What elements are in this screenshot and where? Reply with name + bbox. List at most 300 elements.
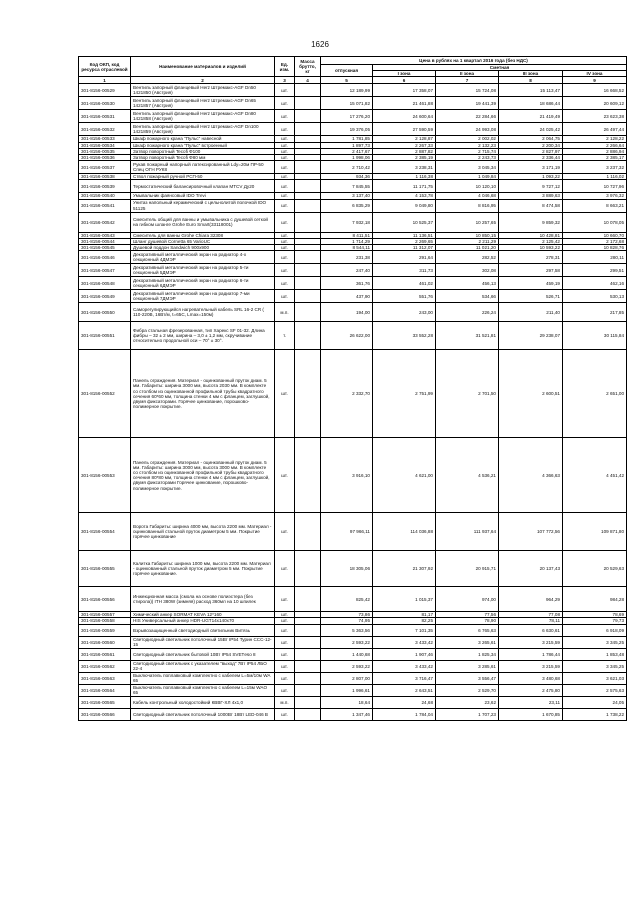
release-price: 194,00	[321, 303, 373, 322]
release-price: 1 998,06	[321, 155, 373, 161]
release-price: 8 544,11	[321, 245, 373, 251]
zone-3-price: 3 215,59	[499, 660, 563, 672]
item-unit: шт.	[275, 193, 295, 199]
zone-4-price: 2 172,68	[563, 238, 627, 244]
column-number: 3	[275, 77, 295, 84]
table-row	[79, 513, 627, 551]
zone-4-price: 984,28	[563, 587, 627, 612]
item-mass	[295, 672, 321, 684]
header-zone-4: IV зона	[563, 71, 627, 77]
item-unit: шт.	[275, 199, 295, 212]
item-name: Саморегулирующийся нагревательный кабель SRL 16-2 CR ( 110-220В, 16Вт/м, t=65С, Lmax=150м)	[131, 303, 275, 322]
item-mass	[295, 110, 321, 123]
table-row	[79, 180, 627, 193]
zone-3-price: 3 889,63	[499, 193, 563, 199]
release-price: 74,95	[321, 618, 373, 624]
release-price: 3 137,40	[321, 193, 373, 199]
release-price: 73,86	[321, 612, 373, 618]
table-row	[79, 155, 627, 161]
item-code: 301-8156-00546	[79, 251, 131, 264]
zone-3-price: 2 125,42	[499, 238, 563, 244]
column-number: 9	[563, 77, 627, 84]
zone-4-price: 2 575,63	[563, 684, 627, 696]
item-mass	[295, 322, 321, 350]
table-row	[79, 290, 627, 303]
zone-1-price: 2 267,33	[373, 142, 436, 148]
item-unit: шт.	[275, 232, 295, 238]
release-price: 17 276,20	[321, 110, 373, 123]
zone-3-price: 4 366,63	[499, 438, 563, 513]
item-code: 301-8156-00553	[79, 438, 131, 513]
item-code: 301-8156-00538	[79, 174, 131, 180]
zone-4-price: 10 078,05	[563, 212, 627, 232]
zone-1-price: 1 784,04	[373, 708, 436, 720]
zone-2-price: 2 002,02	[436, 136, 499, 142]
zone-3-price: 9 859,32	[499, 212, 563, 232]
release-price: 26 622,00	[321, 322, 373, 350]
item-unit: шт.	[275, 672, 295, 684]
zone-3-price: 211,40	[499, 303, 563, 322]
table-row	[79, 277, 627, 290]
item-mass	[295, 636, 321, 648]
zone-2-price: 19 441,39	[436, 97, 499, 110]
release-price: 7 845,55	[321, 180, 373, 193]
item-mass	[295, 290, 321, 303]
header-price-group: Цена в рублях на 1 квартал 2016 года (без НДС)	[321, 57, 627, 65]
item-code: 301-8156-00545	[79, 245, 131, 251]
item-code: 301-8156-00549	[79, 290, 131, 303]
zone-4-price: 20 609,12	[563, 97, 627, 110]
zone-4-price: 2 385,17	[563, 155, 627, 161]
item-code: 301-8156-00536	[79, 155, 131, 161]
release-price: 3 916,10	[321, 438, 373, 513]
item-code: 301-8156-00529	[79, 84, 131, 97]
zone-3-price: 15 113,47	[499, 84, 563, 97]
item-mass	[295, 277, 321, 290]
zone-4-price: 6 918,09	[563, 624, 627, 636]
item-name: Умывальник фаянсовый IDO Trevi	[131, 193, 275, 199]
release-price: 2 332,70	[321, 350, 373, 438]
zone-1-price: 9 049,80	[373, 199, 436, 212]
item-name: Декоративный металлический экран на радиатор 4-х секционный 4ДМЭР	[131, 251, 275, 264]
zone-1-price: 3 433,42	[373, 636, 436, 648]
zone-2-price: 2 132,23	[436, 142, 499, 148]
header-zone-3: III зона	[499, 71, 563, 77]
zone-2-price: 1 707,23	[436, 708, 499, 720]
item-unit: шт.	[275, 136, 295, 142]
zone-2-price: 22 284,66	[436, 110, 499, 123]
table-row	[79, 238, 627, 244]
zone-4-price: 16 668,52	[563, 84, 627, 97]
item-code: 301-8156-00548	[79, 277, 131, 290]
item-name: Светодиодный светильник потолочный 15Вт IP54 Турин ССС-12-15	[131, 636, 275, 648]
zone-3-price: 2 600,51	[499, 350, 563, 438]
table-row	[79, 438, 627, 513]
item-name: Выключатель поплавковый комплектно с кабелем L=5м/10м WA 65	[131, 672, 275, 684]
zone-4-price: 10 828,76	[563, 245, 627, 251]
release-price: 934,36	[321, 174, 373, 180]
item-name: Ворота Габариты: ширина 4000 мм, высота 2200 мм. Материал - оцинкованный стальной пруток диаметром 5 мм. Покрытие горячее цинкование	[131, 513, 275, 551]
item-code: 301-8156-00539	[79, 180, 131, 193]
table-row	[79, 148, 627, 154]
zone-4-price: 2 651,00	[563, 350, 627, 438]
table-row	[79, 251, 627, 264]
zone-3-price: 29 238,07	[499, 322, 563, 350]
item-name: Кабель контрольный холодостойкий КВВГ-ХЛ 4x1,0	[131, 696, 275, 708]
zone-1-price: 81,17	[373, 612, 436, 618]
release-price: 19 376,05	[321, 123, 373, 136]
item-name: Панель ограждения. Материал - оцинкованный пруток диам. 5 мм. Габариты: ширина 3000 мм, высота 3000 мм. В комплекте со столбом из оцинкованной профильной трубы квадратного сечения 80*80 мм, толщина стенки 4 мм с фланцем, заглушкой, двумя фиксаторами Горячее цинкование, порошково-полимерное покрытие.	[131, 438, 275, 513]
zone-3-price: 10 428,81	[499, 232, 563, 238]
zone-1-price: 2 643,51	[373, 684, 436, 696]
release-price: 12 189,99	[321, 84, 373, 97]
item-code: 301-8156-00556	[79, 587, 131, 612]
item-unit: шт.	[275, 238, 295, 244]
zone-4-price: 3 976,32	[563, 193, 627, 199]
item-unit: шт.	[275, 551, 295, 587]
item-unit: шт.	[275, 161, 295, 174]
item-unit: шт.	[275, 624, 295, 636]
item-unit: шт.	[275, 110, 295, 123]
release-price: 5 363,56	[321, 624, 373, 636]
item-name: Унитаз напольный керамический с цельнолитой полочкой IDO 51125	[131, 199, 275, 212]
item-unit: шт.	[275, 142, 295, 148]
zone-3-price: 1 786,44	[499, 648, 563, 660]
item-mass	[295, 696, 321, 708]
item-unit: шт.	[275, 123, 295, 136]
zone-4-price: 3 237,32	[563, 161, 627, 174]
table-row	[79, 684, 627, 696]
item-code: 301-8156-00558	[79, 618, 131, 624]
item-name: Шкаф пожарного крана "Пульс" встроенный	[131, 142, 275, 148]
zone-3-price: 9 727,12	[499, 180, 563, 193]
item-name: HIS Универсальный анкер HDR-UGT14х140х70	[131, 618, 275, 624]
item-code: 301-8156-00542	[79, 212, 131, 232]
item-mass	[295, 97, 321, 110]
release-price: 1 897,73	[321, 142, 373, 148]
zone-3-price: 1 093,22	[499, 174, 563, 180]
item-name: Светодиодный светильник бытовой 10Вт IP54 SVETеsо 8	[131, 648, 275, 660]
zone-3-price: 3 480,68	[499, 672, 563, 684]
item-code: 301-8156-00554	[79, 513, 131, 551]
zone-1-price: 114 036,88	[373, 513, 436, 551]
zone-4-price: 78,69	[563, 612, 627, 618]
item-name: Душевой поддон Sandwich 900x900	[131, 245, 275, 251]
zone-2-price: 6 765,63	[436, 624, 499, 636]
table-row	[79, 199, 627, 212]
item-code: 301-8156-00543	[79, 232, 131, 238]
item-name: Светодиодный светильник потолочный 1000Вт 18Вт LED-046 В	[131, 708, 275, 720]
zone-4-price: 217,85	[563, 303, 627, 322]
release-price: 97 966,11	[321, 513, 373, 551]
zone-1-price: 3 716,47	[373, 672, 436, 684]
item-mass	[295, 251, 321, 264]
zone-3-price: 3 215,59	[499, 636, 563, 648]
item-unit: шт.	[275, 155, 295, 161]
item-code: 301-8156-00561	[79, 648, 131, 660]
zone-4-price: 30 115,84	[563, 322, 627, 350]
release-price: 2 710,42	[321, 161, 373, 174]
zone-2-price: 4 046,68	[436, 193, 499, 199]
release-price: 2 593,22	[321, 660, 373, 672]
item-code: 301-8156-00541	[79, 199, 131, 212]
table-row	[79, 624, 627, 636]
item-mass	[295, 303, 321, 322]
item-name: Шкаф пожарного крана "Пульс" навесной	[131, 136, 275, 142]
item-unit: шт.	[275, 97, 295, 110]
item-unit: шт.	[275, 648, 295, 660]
zone-3-price: 24 025,42	[499, 123, 563, 136]
release-price: 1 714,29	[321, 238, 373, 244]
item-unit: шт.	[275, 251, 295, 264]
zone-3-price: 77,08	[499, 612, 563, 618]
zone-3-price: 459,19	[499, 277, 563, 290]
header-mass: Масса брутто, кг	[295, 57, 321, 77]
item-unit: т.	[275, 322, 295, 350]
item-mass	[295, 624, 321, 636]
item-mass	[295, 84, 321, 97]
zone-2-price: 11 021,20	[436, 245, 499, 251]
item-unit: шт.	[275, 660, 295, 672]
table-row	[79, 648, 627, 660]
item-code: 301-8156-00552	[79, 350, 131, 438]
zone-2-price: 974,00	[436, 587, 499, 612]
item-mass	[295, 161, 321, 174]
zone-2-price: 2 529,70	[436, 684, 499, 696]
item-unit: шт.	[275, 438, 295, 513]
zone-1-price: 33 552,28	[373, 322, 436, 350]
item-unit: шт.	[275, 277, 295, 290]
column-number-row	[79, 77, 627, 84]
zone-4-price: 109 871,80	[563, 513, 627, 551]
item-code: 301-8156-00565	[79, 696, 131, 708]
zone-2-price: 226,24	[436, 303, 499, 322]
zone-2-price: 111 937,64	[436, 513, 499, 551]
zone-2-price: 2 701,50	[436, 350, 499, 438]
zone-2-price: 1 049,84	[436, 174, 499, 180]
release-price: 1 781,85	[321, 136, 373, 142]
zone-1-price: 21 307,92	[373, 551, 436, 587]
item-name: Декоративный металлический экран на радиатор 5-ти секционный 5ДМЭР	[131, 264, 275, 277]
item-code: 301-8156-00534	[79, 142, 131, 148]
item-name: Химический анкер SORMAT KEVA 12*160	[131, 612, 275, 618]
zone-4-price: 1 738,22	[563, 708, 627, 720]
zone-3-price: 2 827,97	[499, 148, 563, 154]
item-unit: шт.	[275, 708, 295, 720]
table-row	[79, 696, 627, 708]
zone-3-price: 21 419,49	[499, 110, 563, 123]
item-mass	[295, 123, 321, 136]
zone-4-price: 23 623,38	[563, 110, 627, 123]
zone-2-price: 31 521,81	[436, 322, 499, 350]
item-mass	[295, 684, 321, 696]
zone-1-price: 4 621,00	[373, 438, 436, 513]
table-row	[79, 551, 627, 587]
table-row	[79, 322, 627, 350]
zone-3-price: 2 064,75	[499, 136, 563, 142]
item-unit: м.п.	[275, 303, 295, 322]
page-number: 1626	[311, 40, 329, 49]
zone-1-price: 2 751,99	[373, 350, 436, 438]
header-name: Наименование материалов и изделий	[131, 57, 275, 77]
item-unit: шт.	[275, 636, 295, 648]
zone-2-price: 3 285,61	[436, 660, 499, 672]
zone-1-price: 243,00	[373, 303, 436, 322]
header-zone-2: II зона	[436, 71, 499, 77]
item-mass	[295, 180, 321, 193]
zone-1-price: 1 907,46	[373, 648, 436, 660]
item-code: 301-8156-00560	[79, 636, 131, 648]
item-name: Смеситель общий для ванны и умывальника с душевой сеткой на гибком шланге Grohe Euro Smart(33118001)	[131, 212, 275, 232]
item-code: 301-8156-00550	[79, 303, 131, 322]
zone-1-price: 1 015,37	[373, 587, 436, 612]
item-code: 301-8156-00551	[79, 322, 131, 350]
item-unit: м.п.	[275, 696, 295, 708]
item-unit: шт.	[275, 264, 295, 277]
item-code: 301-8156-00559	[79, 624, 131, 636]
table-row	[79, 245, 627, 251]
item-mass	[295, 551, 321, 587]
zone-1-price: 11 171,75	[373, 180, 436, 193]
zone-4-price: 462,16	[563, 277, 627, 290]
zone-1-price: 10 525,37	[373, 212, 436, 232]
zone-2-price: 2 243,73	[436, 155, 499, 161]
zone-3-price: 2 200,34	[499, 142, 563, 148]
zone-2-price: 456,13	[436, 277, 499, 290]
item-unit: шт.	[275, 84, 295, 97]
item-code: 301-8156-00555	[79, 551, 131, 587]
item-code: 301-8156-00564	[79, 684, 131, 696]
item-unit: шт.	[275, 148, 295, 154]
zone-2-price: 8 816,95	[436, 199, 499, 212]
item-unit: шт.	[275, 174, 295, 180]
item-code: 301-8156-00562	[79, 660, 131, 672]
zone-1-price: 82,25	[373, 618, 436, 624]
item-code: 301-8156-00544	[79, 238, 131, 244]
release-price: 2 807,00	[321, 672, 373, 684]
item-name: Светодиодный светильник с указателем "выход" 7Вт IP54 ЛБО 22-4	[131, 660, 275, 672]
item-name: Взрывозащищенный светодиодный светильник Витязь	[131, 624, 275, 636]
release-price: 18,64	[321, 696, 373, 708]
release-price: 15 071,82	[321, 97, 373, 110]
release-price: 247,40	[321, 264, 373, 277]
item-code: 301-8156-00566	[79, 708, 131, 720]
item-mass	[295, 212, 321, 232]
zone-4-price: 1 116,02	[563, 174, 627, 180]
zone-4-price: 10 727,96	[563, 180, 627, 193]
table-row	[79, 161, 627, 174]
zone-4-price: 4 451,42	[563, 438, 627, 513]
zone-4-price: 299,51	[563, 264, 627, 277]
item-unit: шт.	[275, 212, 295, 232]
zone-1-price: 551,76	[373, 290, 436, 303]
zone-2-price: 534,66	[436, 290, 499, 303]
zone-4-price: 24,05	[563, 696, 627, 708]
zone-3-price: 1 670,85	[499, 708, 563, 720]
item-unit: шт.	[275, 612, 295, 618]
item-mass	[295, 660, 321, 672]
zone-4-price: 1 853,48	[563, 648, 627, 660]
item-mass	[295, 264, 321, 277]
zone-2-price: 78,90	[436, 618, 499, 624]
release-price: 8 411,51	[321, 232, 373, 238]
item-mass	[295, 648, 321, 660]
zone-2-price: 1 825,34	[436, 648, 499, 660]
zone-2-price: 3 265,61	[436, 636, 499, 648]
zone-2-price: 20 915,71	[436, 551, 499, 587]
item-code: 301-8156-00535	[79, 148, 131, 154]
item-name: Инжекционная масса (смола на основе полиэстера (без стирола)) ITH 380W (зимняя) расход 360мл на 10 шпилек	[131, 587, 275, 612]
release-price: 2 593,22	[321, 636, 373, 648]
table-row	[79, 232, 627, 238]
zone-4-price: 3 345,25	[563, 636, 627, 648]
item-name: Термостатический балансировочный клапан MTCV Ду20	[131, 180, 275, 193]
item-name: Рукав пожарный напорный латексированный Ldy=20м ПР-50 Спец ОГН РУК8	[131, 161, 275, 174]
zone-3-price: 2 336,44	[499, 155, 563, 161]
zone-1-price: 11 136,51	[373, 232, 436, 238]
column-number: 8	[499, 77, 563, 84]
zone-2-price: 23,62	[436, 696, 499, 708]
item-code: 301-8156-00537	[79, 161, 131, 174]
zone-3-price: 23,11	[499, 696, 563, 708]
release-price: 231,38	[321, 251, 373, 264]
item-unit: шт.	[275, 180, 295, 193]
column-number: 7	[436, 77, 499, 84]
item-name: Вентиль запорный фланцевый Herz Штремакс-AGF Dn50 1421850 (Австрия)	[131, 84, 275, 97]
column-number: 5	[321, 77, 373, 84]
table-row	[79, 587, 627, 612]
zone-1-price: 27 590,59	[373, 123, 436, 136]
table-row	[79, 672, 627, 684]
zone-2-price: 10 120,10	[436, 180, 499, 193]
item-name: Ствол пожарный ручной РСП-50	[131, 174, 275, 180]
zone-3-price: 2 475,80	[499, 684, 563, 696]
zone-1-price: 3 433,42	[373, 660, 436, 672]
item-unit: шт.	[275, 513, 295, 551]
item-mass	[295, 199, 321, 212]
column-number: 1	[79, 77, 131, 84]
zone-1-price: 291,64	[373, 251, 436, 264]
item-mass	[295, 587, 321, 612]
item-mass	[295, 513, 321, 551]
release-price: 18 305,06	[321, 551, 373, 587]
item-code: 301-8156-00540	[79, 193, 131, 199]
item-name: Декоративный металлический экран на радиатор 7-ми секционный 7ДМЭР	[131, 290, 275, 303]
item-name: Вентиль запорный фланцевый Herz Штремакс-AGF Dn80 1421858 (Австрия)	[131, 110, 275, 123]
zone-3-price: 3 171,19	[499, 161, 563, 174]
zone-2-price: 15 724,08	[436, 84, 499, 97]
item-mass	[295, 438, 321, 513]
table-row	[79, 193, 627, 199]
zone-4-price: 3 621,03	[563, 672, 627, 684]
item-name: Панель ограждения. Материал - оцинкованный пруток диам. 5 мм. Габариты: ширина 3000 мм, высота 2030 мм. В комплекте со столбом из оцинкованной профильной трубы квадратного сечения 60*60 мм, толщина стенки 4 мм с фланцем, заглушкой, двумя фиксаторами. Горячее цинкование, порошково-полимерное покрытие.	[131, 350, 275, 438]
zone-1-price: 24,68	[373, 696, 436, 708]
item-code: 301-8156-00563	[79, 672, 131, 684]
table-row	[79, 136, 627, 142]
release-price: 437,90	[321, 290, 373, 303]
zone-2-price: 10 850,15	[436, 232, 499, 238]
zone-3-price: 278,31	[499, 251, 563, 264]
item-code: 301-8156-00531	[79, 110, 131, 123]
release-price: 1 996,61	[321, 684, 373, 696]
zone-1-price: 11 312,07	[373, 245, 436, 251]
zone-3-price: 6 630,61	[499, 624, 563, 636]
zone-4-price: 10 660,70	[563, 232, 627, 238]
table-row	[79, 84, 627, 97]
item-code: 301-8156-00547	[79, 264, 131, 277]
zone-2-price: 10 257,65	[436, 212, 499, 232]
zone-2-price: 2 211,29	[436, 238, 499, 244]
